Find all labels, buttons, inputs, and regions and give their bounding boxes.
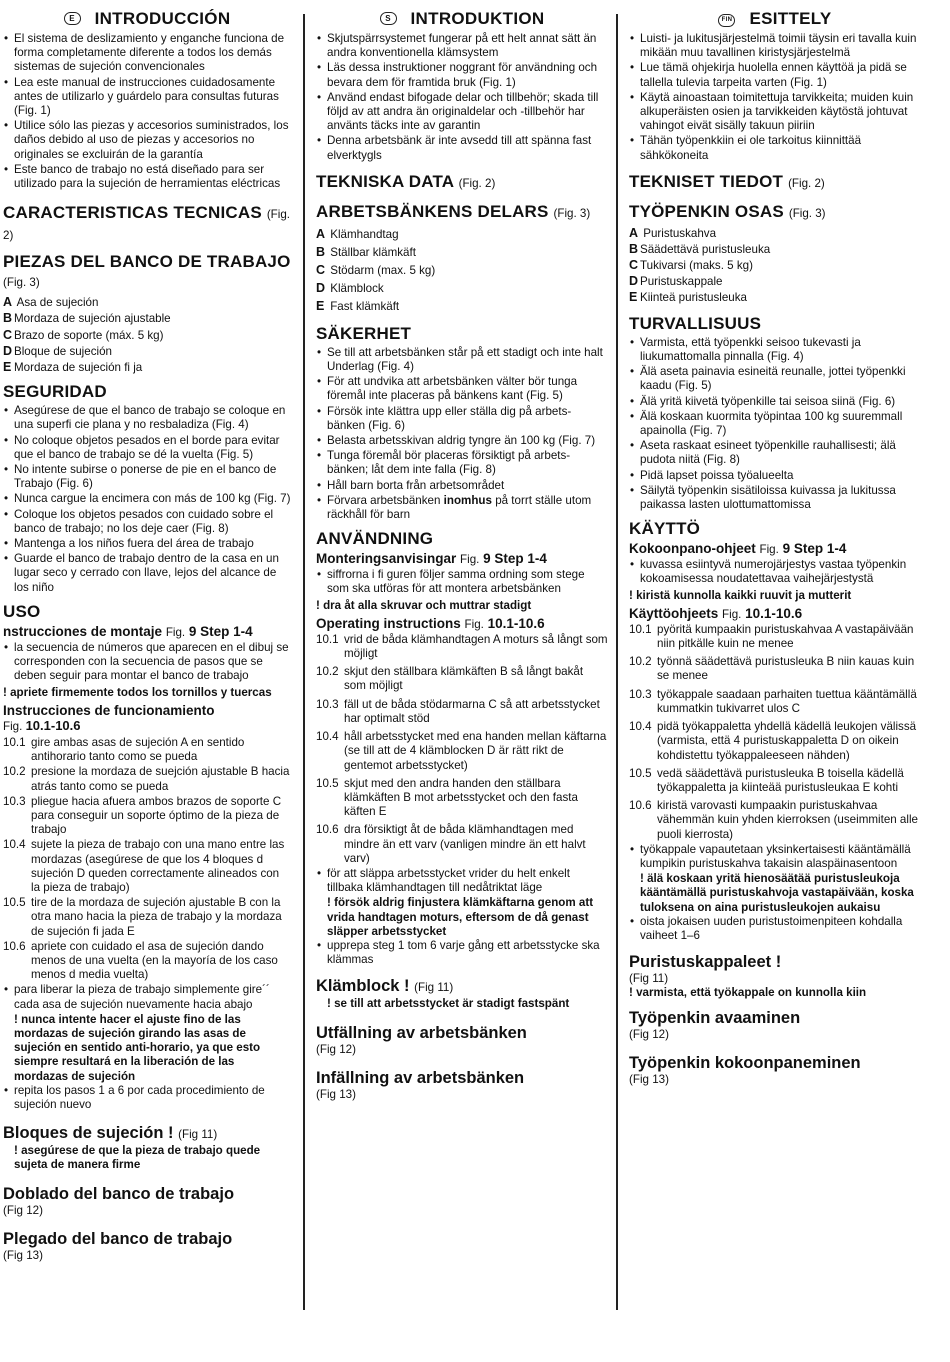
figure-ref: (Fig 11)	[414, 981, 454, 995]
step-item	[316, 730, 608, 773]
heading-text: ARBETSBÄNKENS DELARS	[316, 201, 549, 221]
list-item: • No intente subirse o ponerse de pie en el banco de Trabajo (Fig. 6)	[3, 463, 291, 491]
part-item	[316, 280, 608, 297]
parts-list	[316, 226, 608, 315]
heading-use: ANVÄNDNING	[316, 529, 434, 549]
part-label: Klämhandtag	[327, 227, 399, 241]
list-item: • Skjutspärrsystemet fungerar på ett helt annat sätt än andra konventionella klämsystem	[316, 32, 608, 60]
part-item	[316, 226, 608, 243]
step-item	[3, 940, 291, 983]
figure-ref: (Fig. 3)	[788, 206, 826, 220]
part-key: B	[3, 311, 13, 326]
part-label: Fast klämkäft	[327, 299, 400, 313]
figure-ref-prefix: Fig.	[759, 543, 779, 557]
list-item: • Älä koskaan kuormita työpintaa 100 kg suuremmall apainolla (Fig. 7)	[629, 410, 921, 438]
figure-ref: 9 Step 1-4	[782, 541, 847, 557]
part-label: Ställbar klämkäft	[327, 245, 416, 259]
heading-folding: Työpenkin avaaminen	[629, 1008, 801, 1027]
list-item: • El sistema de deslizamiento y enganche funciona de forma completamente diferente a todos los demás sistemas de sujeción convencionales	[3, 32, 291, 75]
step-text: gire ambas asas de sujeción A en sentido antihorario tanto como se pueda	[31, 735, 245, 764]
repeat-list	[629, 915, 921, 943]
column-divider-left	[303, 14, 305, 1310]
warning-note: ! varmista, että työkappale on kunnolla kiin	[629, 986, 867, 1000]
step-item	[3, 765, 291, 793]
list-item: • Använd endast bifogade delar och tillbehör; skada till följd av att andra än originaldelar och -tillbehör har använts täcks inte av garantin	[316, 91, 608, 134]
list-item: • Säilytä työpenkin sisätiloissa kuivassa ja lukitussa paikassa lasten ulottumattomissa	[629, 484, 921, 512]
step-text: vrid de båda klämhandtagen A moturs så långt som möjligt	[344, 632, 608, 661]
step-item	[316, 698, 608, 726]
column-finnish	[629, 8, 921, 1087]
warning-note: ! asegúrese de que la pieza de trabajo quede sujeta de manera firme	[14, 1144, 261, 1172]
part-label: Puristuskappale	[640, 274, 723, 288]
list-item: • Älä yritä kiivetä työpenkille tai seisoa siinä (Fig. 6)	[629, 395, 921, 409]
step-item	[629, 623, 921, 651]
part-label: Klämblock	[327, 281, 384, 295]
section-title: ESITTELY	[749, 9, 832, 28]
step-number: 10.1	[3, 735, 26, 749]
release-list	[316, 867, 608, 895]
step-number: 10.5	[629, 766, 652, 780]
step-text: pliegue hacia afuera ambos brazos de soporte C para conseguir un soporte óptimo de la pieza de trabajo	[31, 794, 282, 837]
safety-list	[316, 346, 608, 522]
figure-ref: (Fig 12)	[629, 1027, 669, 1041]
part-item	[629, 226, 921, 241]
subheading-assembly	[629, 541, 921, 558]
assembly-list	[3, 641, 291, 684]
heading-parts	[316, 202, 608, 223]
step-number: 10.5	[316, 776, 339, 790]
column-divider-right	[616, 14, 618, 1310]
figure-line	[3, 719, 291, 734]
figure-ref-prefix: Fig.	[3, 719, 23, 733]
step-text: pyöritä kumpaakin puristuskahvaa A vastapäivään niin pitkälle kuin ne menee	[657, 622, 914, 651]
repeat-list	[316, 939, 608, 967]
step-item	[629, 720, 921, 763]
step-text: sujete la pieza de trabajo con una mano entre las mordazas (asegúrese de que los 4 bloques d sujeción D queden correctamente alineados con la pieza de trabajo)	[31, 838, 285, 894]
part-label: Mordaza de sujeción ajustable	[14, 312, 171, 326]
part-item	[3, 360, 291, 375]
section-header	[3, 8, 291, 30]
step-text: fäll ut de båda stödarmarna C så att arbetsstycket har optimalt stöd	[344, 697, 600, 725]
warning-note: ! kiristä kunnolla kaikki ruuvit ja mutterit	[629, 588, 852, 602]
list-item: • oista jokaisen uuden puristustoimenpiteen kohdalla vaiheet 1–6	[629, 915, 921, 943]
step-text: dra försiktigt åt de båda klämhandtagen med mindre än ett varv (vanligen mindre än ett halvt varv)	[344, 823, 586, 865]
figure-ref: 10.1-10.6	[25, 717, 81, 733]
figure-ref: (Fig. 3)	[553, 206, 591, 220]
part-key: E	[316, 298, 325, 313]
subheading-operating: Instrucciones de funcionamiento	[3, 702, 215, 718]
part-item	[316, 298, 608, 315]
section-header	[629, 8, 921, 30]
list-item: • för att släppa arbetsstycket vrider du helt enkelt tillbaka klämhandtagen till nedåtriktat läge	[316, 867, 608, 895]
intro-list	[3, 32, 291, 191]
list-item: • Este banco de trabajo no está diseñado para ser utilizado para la sujeción de herramientas eléctricas	[3, 163, 291, 191]
heading-folding: Doblado del banco de trabajo	[3, 1184, 235, 1203]
list-item: • Pidä lapset poissa työalueelta	[629, 469, 921, 483]
subheading-text: nstrucciones de montaje	[3, 623, 163, 639]
step-item	[629, 799, 921, 842]
list-item: • työkappale vapautetaan yksinkertaisesti kääntämällä kumpikin puristuskahva takaisin alaspäinasentoon	[629, 843, 921, 871]
warning-note: ! nunca intente hacer el ajuste fino de las mordazas de sujeción girando las asas de sujeción en sentido anti-horario, ya que esto siempre resultará en la liberación de las mordazas de sujeción	[14, 1012, 261, 1083]
part-key: A	[316, 226, 326, 241]
list-item: • Försök inte klättra upp eller ställa dig på arbets-bänken (Fig. 6)	[316, 405, 608, 433]
figure-ref: (Fig. 2)	[458, 176, 496, 190]
list-item: • Aseta raskaat esineet työpenkille rauhallisesti; älä pudota niitä (Fig. 8)	[629, 439, 921, 467]
list-item: • Läs dessa instruktioner noggrant för användning och bevara dem för framtida bruk (Fig. 1)	[316, 61, 608, 89]
step-number: 10.3	[629, 687, 652, 701]
part-label: Puristuskahva	[640, 226, 717, 240]
part-label: Brazo de soporte (máx. 5 kg)	[14, 328, 164, 342]
subheading-operating	[316, 616, 608, 633]
part-key: D	[316, 280, 326, 295]
warning-note: ! älä koskaan yritä hienosäätää puristusleukoja kääntämällä puristuskahvoja vastapäivään, koska tuloksena on aina puristusleukojen aukaisu	[640, 872, 914, 914]
subheading-operating	[629, 606, 921, 623]
figure-ref: (Fig 11)	[178, 1128, 218, 1142]
step-text: pidä työkappaletta yhdellä kädellä leukojen välissä (varmista, että 4 puristuskappaletta D on oikein kohdistettu työkappaleeseen nähden)	[657, 720, 917, 762]
list-item: • Luisti- ja lukitusjärjestelmä toimii täysin eri tavalla kuin mikään muu tavallinen kiristysjärjestelmä	[629, 32, 921, 60]
list-item: • Se till att arbetsbänken står på ett stadigt och inte halt Underlag (Fig. 4)	[316, 346, 608, 374]
figure-ref: (Fig 12)	[316, 1042, 356, 1056]
list-item: • Tunga föremål bör placeras försiktigt på arbets-bänken; låt dem inte falla (Fig. 8)	[316, 449, 608, 477]
heading-tech-data	[629, 172, 921, 193]
part-item	[316, 262, 608, 279]
step-number: 10.1	[629, 622, 652, 636]
part-label: Asa de sujeción	[14, 296, 99, 310]
step-item	[3, 795, 291, 838]
heading-clamp-blocks: Puristuskappaleet !	[629, 953, 782, 972]
intro-list	[316, 32, 608, 163]
step-number: 10.2	[3, 765, 26, 779]
list-item: • Belasta arbetsskivan aldrig tyngre än 100 kg (Fig. 7)	[316, 434, 608, 448]
part-item	[3, 328, 291, 343]
step-text: skjut den ställbara klämkäften B så långt bakåt som möjligt	[344, 665, 584, 693]
step-text: presione la mordaza de suejción ajustable B hacia atrás tanto como se pueda	[31, 765, 290, 793]
part-key: D	[3, 343, 13, 358]
section-title: INTRODUKTION	[410, 9, 545, 28]
heading-text: PIEZAS DEL BANCO DE TRABAJO	[3, 252, 291, 272]
list-item: • Asegúrese de que el banco de trabajo se coloque en una superfi cie plana y no resbaladiza (Fig. 4)	[3, 404, 291, 432]
section-title: INTRODUCCIÓN	[94, 9, 231, 28]
assembly-list	[316, 568, 608, 596]
step-item	[3, 838, 291, 895]
heading-use: USO	[3, 601, 41, 621]
step-text: vedä säädettävä puristusleuka B toisella kädellä työkappaletta ja kiinteää puristusleukaa E kohti	[657, 766, 904, 794]
safety-list	[3, 404, 291, 595]
figure-ref: (Fig 13)	[3, 1248, 43, 1262]
step-number: 10.2	[629, 655, 652, 669]
list-item	[316, 494, 608, 522]
part-item	[3, 311, 291, 326]
heading-safety: SEGURIDAD	[3, 382, 107, 402]
part-key: A	[629, 225, 639, 240]
part-key: C	[3, 327, 13, 342]
part-item	[629, 242, 921, 257]
assembly-list	[629, 558, 921, 586]
part-key: C	[316, 262, 326, 277]
steps-list	[316, 633, 608, 866]
step-text: skjut med den andra handen den ställbara klämkäften B mot arbetsstycket och den fasta käften E	[344, 776, 578, 819]
list-item: • kuvassa esiintyvä numerojärjestys vastaa työpenkin kokoamisessa noudatettavaa vaihejärjestystä	[629, 558, 921, 586]
figure-ref: 10.1-10.6	[487, 615, 545, 631]
subheading-text: Käyttöohjeets	[629, 605, 719, 621]
figure-ref-prefix: Fig.	[460, 553, 480, 567]
part-label: Mordaza de sujeción fi ja	[14, 361, 143, 375]
heading-unfolding: Plegado del banco de trabajo	[3, 1229, 233, 1248]
heading-text: TEKNISET TIEDOT	[629, 171, 784, 191]
release-list	[3, 983, 291, 1011]
column-spanish	[3, 8, 291, 1263]
figure-ref-prefix: Fig.	[722, 607, 742, 621]
item-text: på torrt ställe utom räckhåll för barn	[327, 493, 592, 522]
subheading-text: Kokoonpano-ohjeet	[629, 541, 756, 557]
list-item: • Varmista, että työpenkki seisoo tukevasti ja liukumattomalla pinnalla (Fig. 4)	[629, 336, 921, 364]
list-item: • Mantenga a los niños fuera del área de trabajo	[3, 537, 291, 551]
step-number: 10.4	[316, 730, 339, 744]
step-item	[629, 655, 921, 683]
heading-clamp-blocks	[3, 1124, 291, 1144]
figure-ref: 10.1-10.6	[745, 605, 803, 621]
heading-text: CARACTERISTICAS TECNICAS	[3, 203, 262, 223]
list-item: • Älä aseta painavia esineitä reunalle, jottei työpenkki kaadu (Fig. 5)	[629, 365, 921, 393]
heading-tech-data	[316, 172, 608, 193]
list-item: • Lea este manual de instrucciones cuidadosamente antes de utilizarlo y guárdelo para consultas futuras (Fig. 1)	[3, 76, 291, 119]
heading-parts	[629, 202, 921, 223]
step-text: apriete con cuidado el asa de sujeción dando menos de una vuelta (en la mayoría de los caso menos d media vuelta)	[31, 939, 278, 982]
step-item	[629, 688, 921, 716]
section-header	[316, 8, 608, 30]
warning-note: ! apriete firmemente todos los tornillos y tuercas	[3, 685, 272, 699]
part-key: B	[316, 244, 326, 259]
part-key: C	[629, 257, 639, 272]
step-item	[629, 767, 921, 795]
list-item: • För att undvika att arbetsbänken välter bör tunga föremål inte placeras på bänkens kant (Fig. 5)	[316, 375, 608, 403]
step-text: työkappale saadaan parhaiten tuettua kääntämällä kummatkin tukivarret ulos C	[657, 687, 917, 715]
language-badge: FIN	[718, 14, 735, 27]
language-badge: E	[64, 12, 81, 25]
list-item: • upprepa steg 1 tom 6 varje gång ett arbetsstycke ska klämmas	[316, 939, 608, 967]
step-text: työnnä säädettävä puristusleuka B niin kauas kuin se menee	[657, 655, 915, 683]
warning-note: ! se till att arbetsstycket är stadigt fastspänt	[327, 997, 570, 1011]
step-item	[3, 736, 291, 764]
item-text-bold: inomhus	[443, 493, 492, 507]
part-item	[629, 258, 921, 273]
figure-ref: (Fig. 2)	[788, 176, 825, 190]
list-item: • Coloque los objetos pesados con cuidado sobre el banco de trabajo; no los deje caer (Fig. 8)	[3, 508, 291, 536]
list-item: • Guarde el banco de trabajo dentro de la casa en un lugar seco y cerrado con llave, lejos del alcance de los niño	[3, 552, 291, 595]
repeat-list	[3, 1084, 291, 1112]
part-key: D	[629, 273, 639, 288]
release-list	[629, 843, 921, 871]
list-item: • la secuencia de números que aparecen en el dibuj se corresponden con la secuencia de pasos que se deben seguir para montar el banco de trabajo	[3, 641, 291, 684]
figure-ref-prefix: Fig.	[165, 625, 186, 639]
step-number: 10.4	[3, 838, 26, 852]
figure-ref: (Fig. 3)	[3, 276, 40, 290]
step-number: 10.6	[316, 823, 339, 837]
part-label: Stödarm (max. 5 kg)	[327, 263, 436, 277]
list-item: • Utilice sólo las piezas y accesorios suministrados, los daños debido al uso de piezas y accesorios no originales se excluirán de la garantía	[3, 119, 291, 162]
heading-clamp-blocks	[316, 977, 608, 997]
part-item	[629, 290, 921, 305]
list-item: • Tähän työpenkkiin ei ole tarkoitus kiinnittää sähkökoneita	[629, 134, 921, 162]
heading-unfolding: Työpenkin kokoonpaneminen	[629, 1053, 861, 1072]
warning-note: ! försök aldrig finjustera klämkäftarna genom att vrida handtagen moturs, eftersom de då genast släpper arbetsstycket	[327, 896, 594, 938]
heading-folding: Utfällning av arbetsbänken	[316, 1023, 527, 1042]
step-item	[316, 633, 608, 661]
list-item: • Denna arbetsbänk är inte avsedd till att spänna fast elverktygls	[316, 134, 608, 162]
heading-tech-data	[3, 203, 291, 245]
subheading-assembly	[316, 551, 608, 568]
figure-ref: 9 Step 1-4	[188, 623, 253, 639]
item-text: Förvara arbetsbänken	[327, 493, 444, 507]
subheading-text: Monteringsanvisingar	[316, 551, 457, 567]
heading-safety: TURVALLISUUS	[629, 313, 762, 333]
subheading-text: Operating instructions	[316, 615, 461, 631]
step-number: 10.6	[3, 939, 26, 953]
step-item	[316, 665, 608, 693]
part-key: E	[3, 360, 12, 375]
list-item: • repita los pasos 1 a 6 por cada procedimiento de sujeción nuevo	[3, 1084, 291, 1112]
list-item: • Nunca cargue la encimera con más de 100 kg (Fig. 7)	[3, 492, 291, 506]
figure-ref: (Fig 12)	[3, 1203, 43, 1217]
parts-list	[3, 295, 291, 375]
step-number: 10.1	[316, 632, 339, 646]
steps-list	[3, 736, 291, 982]
part-item	[316, 244, 608, 261]
step-number: 10.6	[629, 799, 652, 813]
heading-text: Bloques de sujeción !	[3, 1124, 174, 1143]
part-key: B	[629, 241, 639, 256]
part-item	[3, 295, 291, 310]
heading-text: TYÖPENKIN OSAS	[629, 201, 784, 221]
heading-unfolding: Infällning av arbetsbänken	[316, 1068, 525, 1087]
step-number: 10.5	[3, 896, 26, 910]
step-number: 10.3	[316, 697, 339, 711]
list-item: • Käytä ainoastaan toimitettuja tarvikkeita; muiden kuin alkuperäisten osien ja tarvikkeiden käytöstä johtuvat vahingot eivät sisälly takuun piiriin	[629, 91, 921, 134]
column-swedish	[316, 8, 608, 1102]
step-text: tire de la mordaza de sujeción ajustable B con la otra mano hacia la pieza de trabajo y la mordaza de sujeción fi jada E	[31, 896, 282, 938]
figure-ref-prefix: Fig.	[464, 617, 484, 631]
part-label: Säädettävä puristusleuka	[640, 242, 771, 256]
figure-ref: 9 Step 1-4	[483, 551, 547, 567]
part-key: E	[629, 289, 638, 304]
step-number: 10.4	[629, 720, 652, 734]
warning-note: ! dra åt alla skruvar och muttrar stadigt	[316, 598, 532, 612]
list-item: • siffrorna i fi guren följer samma ordning som stege som ska utföras för att montera arbetsbänken	[316, 568, 608, 596]
list-item: • Håll barn borta från arbetsområdet	[316, 479, 608, 493]
step-item	[316, 777, 608, 820]
part-label: Kiinteä puristusleuka	[640, 290, 747, 304]
step-text: håll arbetsstycket med ena handen mellan käftarna (se till att de 4 klämblocken D är rätt rikt de gentemot arbetsstycket)	[344, 730, 607, 772]
part-key: A	[3, 295, 13, 310]
part-label: Tukivarsi (maks. 5 kg)	[640, 258, 753, 272]
steps-list	[629, 623, 921, 842]
safety-list	[629, 336, 921, 512]
step-number: 10.3	[3, 794, 26, 808]
heading-text: Klämblock !	[316, 977, 410, 996]
step-number: 10.2	[316, 665, 339, 679]
intro-list	[629, 32, 921, 163]
step-item	[316, 823, 608, 866]
figure-ref: (Fig 11)	[629, 972, 669, 986]
language-badge: S	[380, 12, 397, 25]
heading-safety: SÄKERHET	[316, 323, 412, 343]
figure-ref: (Fig 13)	[316, 1087, 356, 1101]
part-label: Bloque de sujeción	[14, 344, 112, 358]
list-item: • para liberar la pieza de trabajo simplemente gire´´ cada asa de sujeción nuevamente hacia abajo	[3, 983, 291, 1011]
part-item	[3, 344, 291, 359]
step-text: kiristä varovasti kumpaakin puristuskahvaa vähemmän kuin yhden kierroksen (useimmiten alle puoli kierrosta)	[657, 799, 918, 841]
figure-ref: (Fig. 2)	[3, 208, 290, 243]
heading-text: TEKNISKA DATA	[316, 171, 454, 191]
list-item: • No coloque objetos pesados en el borde para evitar que el banco de trabajo se dé la vuelta (Fig. 5)	[3, 434, 291, 462]
subheading-assembly	[3, 624, 291, 641]
parts-list	[629, 226, 921, 305]
list-item: • Lue tämä ohjekirja huolella ennen käyttöä ja pidä se tallella tulevia tarpeita varten (Fig. 1)	[629, 61, 921, 89]
figure-ref: (Fig 13)	[629, 1072, 669, 1086]
heading-use: KÄYTTÖ	[629, 519, 701, 539]
step-item	[3, 896, 291, 939]
heading-parts	[3, 252, 291, 292]
part-item	[629, 274, 921, 289]
